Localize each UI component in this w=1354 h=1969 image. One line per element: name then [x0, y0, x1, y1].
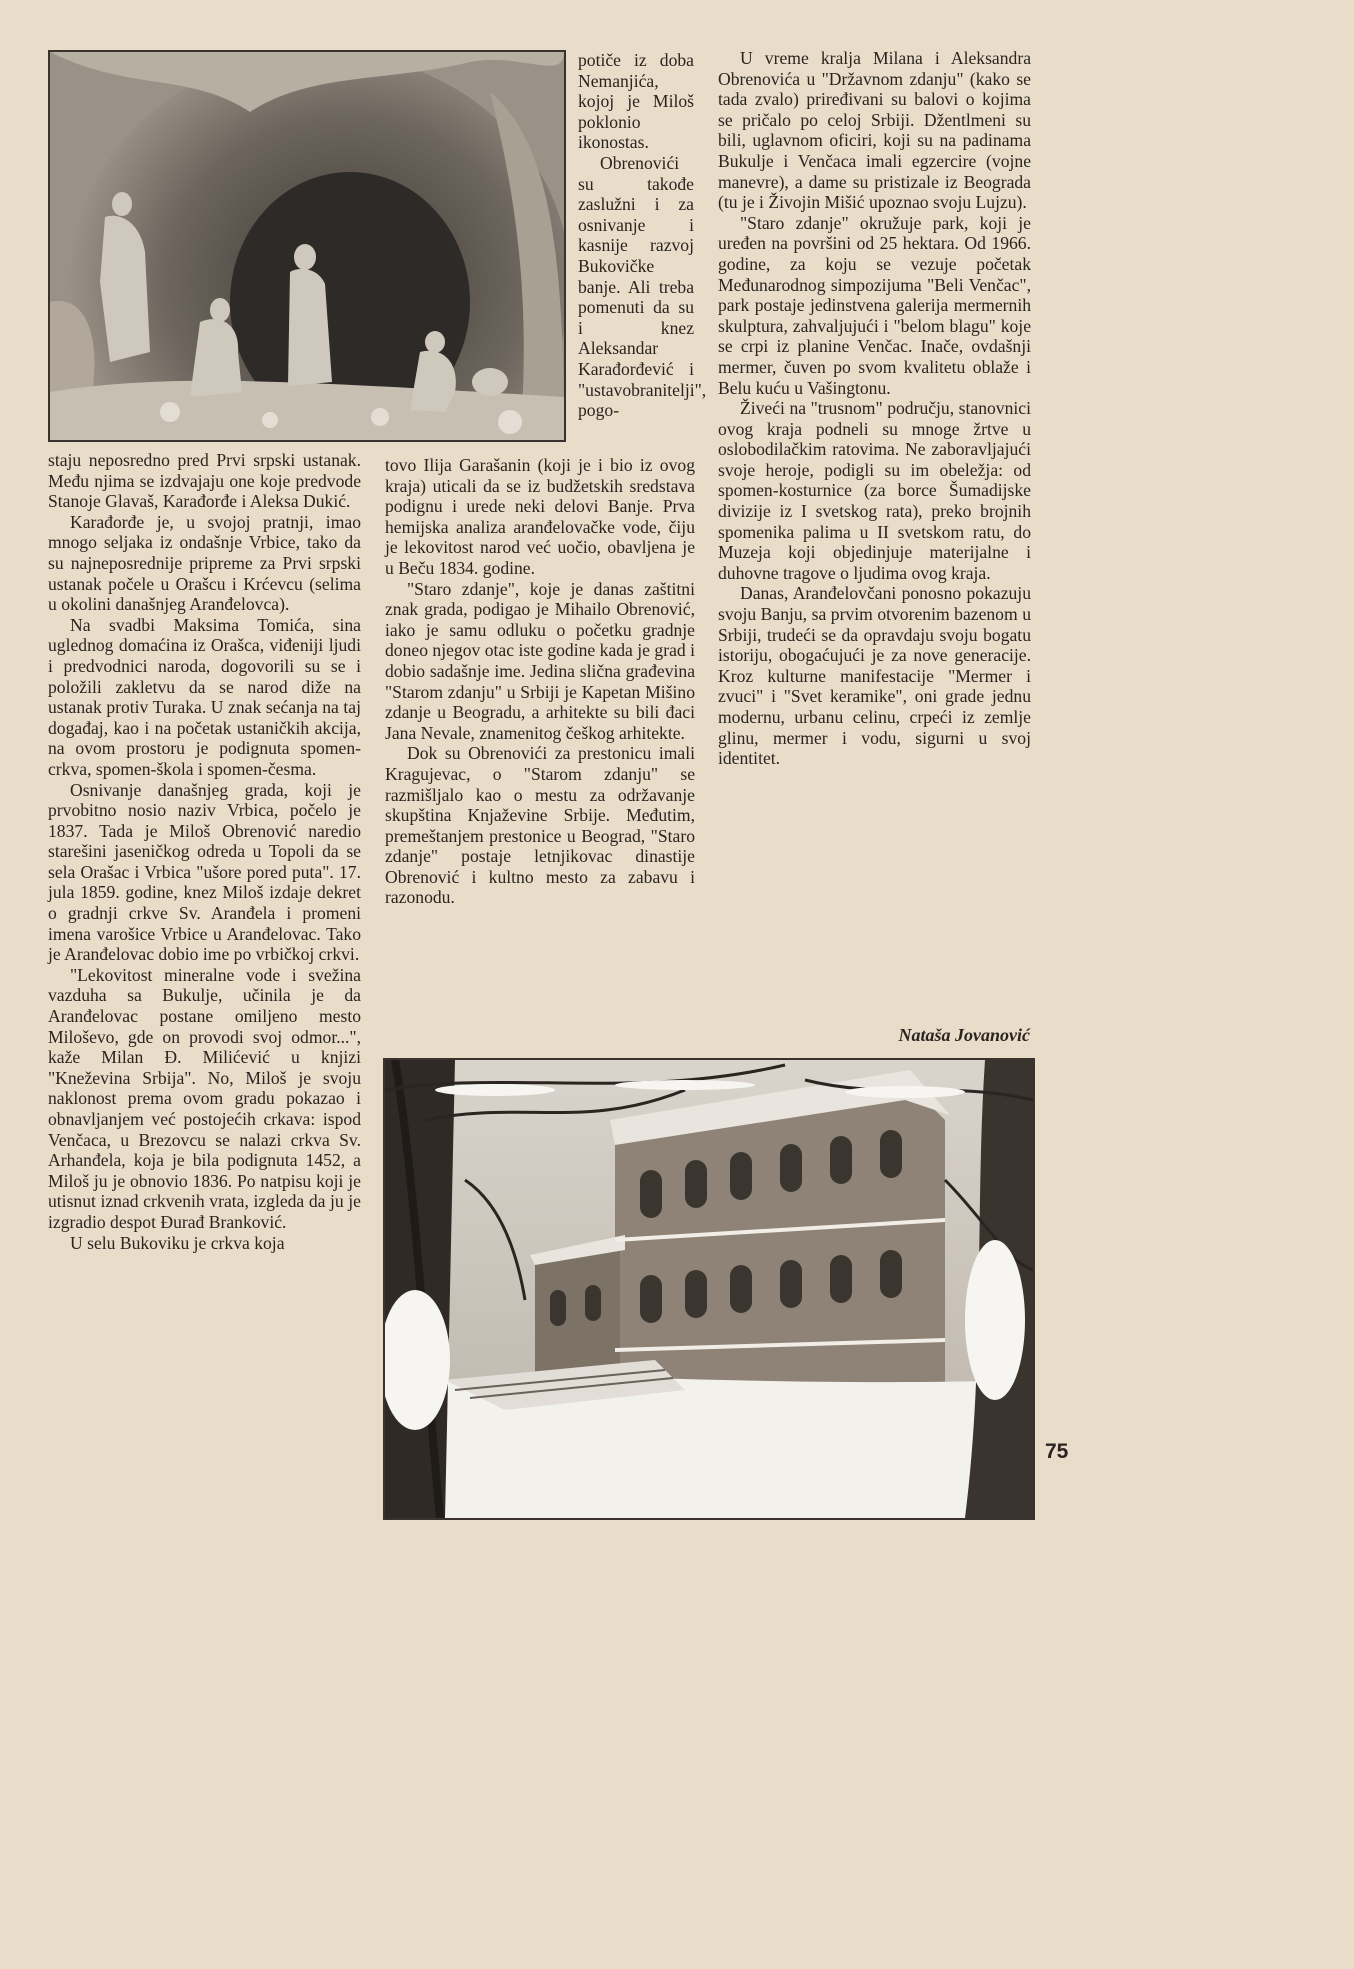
paragraph: "Lekovitost mineralne vode i svežina vazduha sa Bukulje, učinila je da Aranđelovac postane omiljeno mesto Miloševo, gde on provodi svoj odmor...", kaže Milan Đ. Milićević u knjizi "Kneževina Srbija". No, Miloš je svoju naklonost prema ovom gradu pokazao i obnavljanjem već postojećih crkava: ispod Venčaca, u Brezovcu se nalazi crkva Sv. Arhanđela, koja je bila podignuta 1452, a Miloš ju je obnovio 1836. Po natpisu koji je utisnut iznad crkvenih vrata, izgleda da ju je izgradio despot Đurađ Branković. — [48, 964, 361, 1232]
paragraph: U vreme kralja Milana i Aleksandra Obrenovića u "Državnom zdanju" (kako se tada zvalo) priređivani su balovi o kojima se pričalo po celoj Srbiji. Džentlmeni su bili, uglavnom oficiri, koji su na padinama Bukulje i Venčaca imali egzercire (vojne manevre), a dame su pristizale iz Beograda (tu je i Živojin Mišić upoznao svoju Lujzu). — [718, 48, 1031, 213]
paragraph: Osnivanje današnjeg grada, koji je prvobitno nosio naziv Vrbica, počelo je 1837. Tada je Miloš Obrenović naredio starešini jaseničkog odreda u Topoli da se sela Orašac i Vrbica "ušore pored puta". 17. jula 1859. godine, knez Miloš izdaje dekret o gradnji crkve Sv. Aranđela i promeni imena varošice Vrbice u Aranđelovac. Tako je Aranđelovac dobio ime po vrbičkoj crkvi. — [48, 779, 361, 965]
paragraph: tovo Ilija Garašanin (koji je i bio iz ovog kraja) uticali da se iz budžetskih sredstava podignu i urede neki delovi Banje. Prva hemijska analiza aranđelovačke vode, čiju je lekovitost narod već uočio, obavljena je u Beču 1834. godine. — [385, 455, 695, 578]
paragraph: "Staro zdanje" okružuje park, koji je uređen na površini od 25 hektara. Od 1966. godine, za koju se vezuje početak Međunarodnog simpozijuma "Beli Venčac", park postaje jedinstvena galerija mermernih skulptura, zahvaljujući i "belom blagu" koje se crpi iz planine Venčac. Inače, ovdašnji mermer, čuven po svom kvalitetu oblaže i Belu kuću u Vašingtonu. — [718, 212, 1031, 398]
paragraph: potiče iz doba Nemanjića, kojoj je Miloš poklonio ikonostas. — [578, 50, 694, 153]
page-number: 75 — [1045, 1440, 1069, 1463]
paragraph: Danas, Aranđelovčani ponosno pokazuju svoju Banju, sa prvim otvorenim bazenom u Srbiji, trudeći se da opravdaju svoju bogatu istoriju, obogaćujući je za nove generacije. Kroz kulturne manifestacije "Mermer i zvuci" i "Svet keramike", oni grade jednu modernu, urbanu celinu, crpeći iz zemlje glinu, mermer i vodu, sigurni u svoj identitet. — [718, 583, 1031, 769]
paragraph: Dok su Obrenovići za prestonicu imali Kragujevac, o "Starom zdanju" se razmišljalo kao o mestu za održavanje skupština Knjaževine Srbije. Međutim, premeštanjem prestonice u Beograd, "Staro zdanje" postaje letnjikovac dinastije Obrenović i kultno mesto za zabavu i razonodu. — [385, 743, 695, 908]
author-signature: Nataša Jovanović — [898, 1025, 1030, 1045]
paragraph: staju neposredno pred Prvi srpski ustanak. Među njima se izdvajaju one koje predvode Stanoje Glavaš, Karađorđe i Aleksa Dukić. — [48, 450, 361, 512]
paragraph: U selu Bukoviku je crkva koja — [70, 1232, 285, 1253]
paragraph: "Staro zdanje", koje je danas zaštitni znak grada, podigao je Mihailo Obrenović, iako je samu odluku o početku gradnje doneo njegov otac iste godine kada je grad i dobio sadašnje ime. Jedina slična građevina "Starom zdanju" u Srbiji je Kapetan Mišino zdanje u Beogradu, a arhitekte su bili đaci Jana Nevale, znamenitog češkog arhitekte. — [385, 578, 695, 743]
paragraph: Živeći na "trusnom" području, stanovnici ovog kraja podneli su mnoge žrtve u oslobodilačkim ratovima. Ne zaboravljajući svoje heroje, podigli su im obeležja: od spomen-kosturnice (za borce Šumadijske divizije iz I svetskog rata), preko brojnih spomenika palima u II svetskom ratu, do Muzeja koji objedinjuje materijalne i duhovne tragove o ljudima ovog kraja. — [718, 398, 1031, 583]
paragraph: Karađorđe je, u svojoj pratnji, imao mnogo seljaka iz ondašnje Vrbice, tako da su najneposrednije pripreme za Prvi srpski ustanak počele u Orašcu i Krćevcu (selima u okolini današnjeg Aranđelovca). — [48, 511, 361, 615]
cave-sculptures-photo — [48, 50, 566, 442]
text-column-a — [578, 50, 707, 421]
text-column-middle — [385, 455, 695, 908]
text-column-right — [718, 48, 1031, 769]
text-column-left — [48, 450, 361, 1253]
paragraph: Obrenovići su takođe zaslužni i za osnivanje i kasnije razvoj Bukovičke banje. Ali treba pomenuti da su i knez Aleksandar Karađorđević i "ustavobranitelji", pogo- — [578, 152, 707, 421]
staro-zdanje-winter-photo — [383, 1058, 1035, 1520]
paragraph: Na svadbi Maksima Tomića, sina uglednog domaćina iz Orašca, viđeniji ljudi i predvodnici naroda, dogovorili su se i položili zakletvu da se narod diže na ustanak protiv Turaka. U znak sećanja na taj događaj, kao i na početak ustaničkih akcija, na ovom prostoru je podignuta spomen-crkva, spomen-škola i spomen-česma. — [48, 614, 361, 779]
